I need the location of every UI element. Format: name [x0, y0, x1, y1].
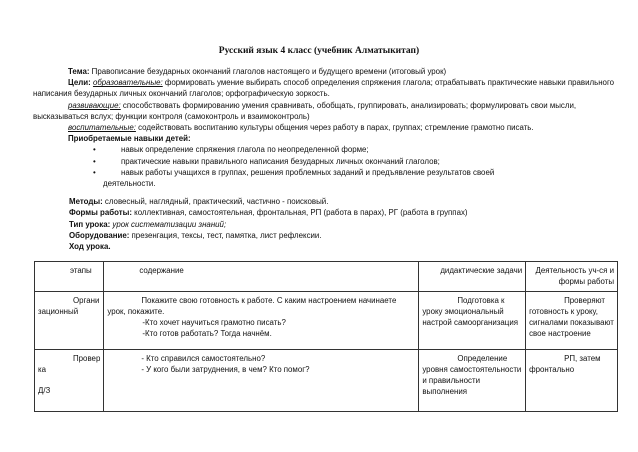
forms-line [69, 207, 617, 218]
table-row [35, 350, 618, 412]
lesson-plan-table [34, 261, 618, 412]
list-item: • навык определение спряжения глагола по неопределенной форме; [121, 144, 617, 155]
methods-text: словесный, наглядный, практический, частично - поисковый. [102, 197, 329, 207]
content-line: -Кто готов работать? Тогда начнём. [142, 329, 272, 338]
content-line: - Кто справился самостоятельно? [141, 354, 266, 363]
content-cell [104, 350, 419, 412]
edu-label: образовательные: [92, 78, 163, 88]
content-cell [104, 292, 419, 350]
goals-edu [33, 77, 617, 99]
forms-text: коллективная, самостоятельная, фронтальная, РП (работа в парах), РГ (работа в группах) [131, 208, 468, 218]
skills-list [33, 144, 617, 178]
stage-text: Провер ка [38, 354, 101, 374]
skills-label: Приобретаемые навыки детей: [68, 134, 191, 144]
stage-extra: Д/З [38, 386, 51, 395]
list-item: • навык работы учащихся в группах, решения проблемных заданий и предъявление результатов своей [121, 167, 617, 178]
theme-label: Тема: [68, 67, 90, 76]
table-row [35, 292, 618, 350]
content-line: Покажите свою готовность к работе. С каким настроением начинаете урок, покажите. [107, 296, 397, 316]
lesson-meta [33, 196, 617, 252]
theme-text: Правописание безударных окончаний глаголов настоящего и будущего времени (итоговый урок) [89, 67, 447, 76]
header-stage: этапы [35, 262, 104, 292]
content-line: - У кого были затруднения, в чем? Кто помог? [141, 365, 310, 374]
equip-text: презенгация, тексы, тест, памятка, лист рефлексии. [129, 230, 322, 240]
skills-continuation: деятельности. [103, 179, 156, 189]
equip-label: Оборудование: [69, 230, 130, 240]
edu-text: формировать умение выбирать способ определения спряжения глагола; отрабатывать практические навыки правильного написания безударных личных окончаний глаголов; орфографическую зоркость. [33, 78, 615, 99]
dev-text: способствовать формированию умения сравнивать, обобщать, группировать, анализировать; формулировать свои мысли, высказываться вслух; функции контроля (самоконтроль и взаимоконтроль) [33, 100, 577, 121]
dev-label: развивающие: [68, 100, 121, 110]
equip-line [69, 230, 617, 241]
stage-cell: Органи зационный [35, 292, 104, 350]
goals-dev [33, 100, 617, 122]
course-label: Ход урока. [69, 242, 111, 252]
header-content: содержание [104, 262, 419, 292]
document-title: Русский язык 4 класс (учебник Алматыкитап) [218, 46, 420, 56]
goals-upb [33, 122, 617, 133]
type-label: Тип урока: [69, 219, 111, 229]
forms-label: Формы работы: [69, 208, 132, 218]
theme-line [33, 66, 617, 77]
upb-label: воспитательные: [68, 123, 136, 133]
activity-cell: РП, затем фронтально [526, 350, 618, 412]
type-text: урок систематизации знаний; [112, 219, 227, 229]
type-line [69, 219, 617, 230]
content-line: -Кто хочет научиться грамотно писать? [142, 318, 286, 327]
tasks-cell: Подготовка к уроку эмоциональный настрой самоорганизация [419, 292, 526, 350]
list-item: • практические навыки правильного написания безударных личных окончаний глаголов; [121, 156, 617, 167]
upb-text: содействовать воспитанию культуры общения через работу в парах, группах; стремление грамотно писать. [135, 123, 534, 133]
table-header-row [35, 262, 618, 292]
stage-cell [35, 350, 104, 412]
lesson-header [33, 66, 617, 252]
methods-label: Методы: [69, 197, 103, 207]
tasks-cell: Определение уровня самостоятельности и правильности выполнения [419, 350, 526, 412]
methods-line [69, 196, 617, 207]
goals-label: Цели: [68, 78, 91, 88]
activity-cell: Проверяют готовность к уроку, сигналами показывают свое настроение [526, 292, 618, 350]
header-activity: Деятельность уч-ся и формы работы [526, 262, 618, 292]
header-tasks: дидактические задачи [419, 262, 526, 292]
